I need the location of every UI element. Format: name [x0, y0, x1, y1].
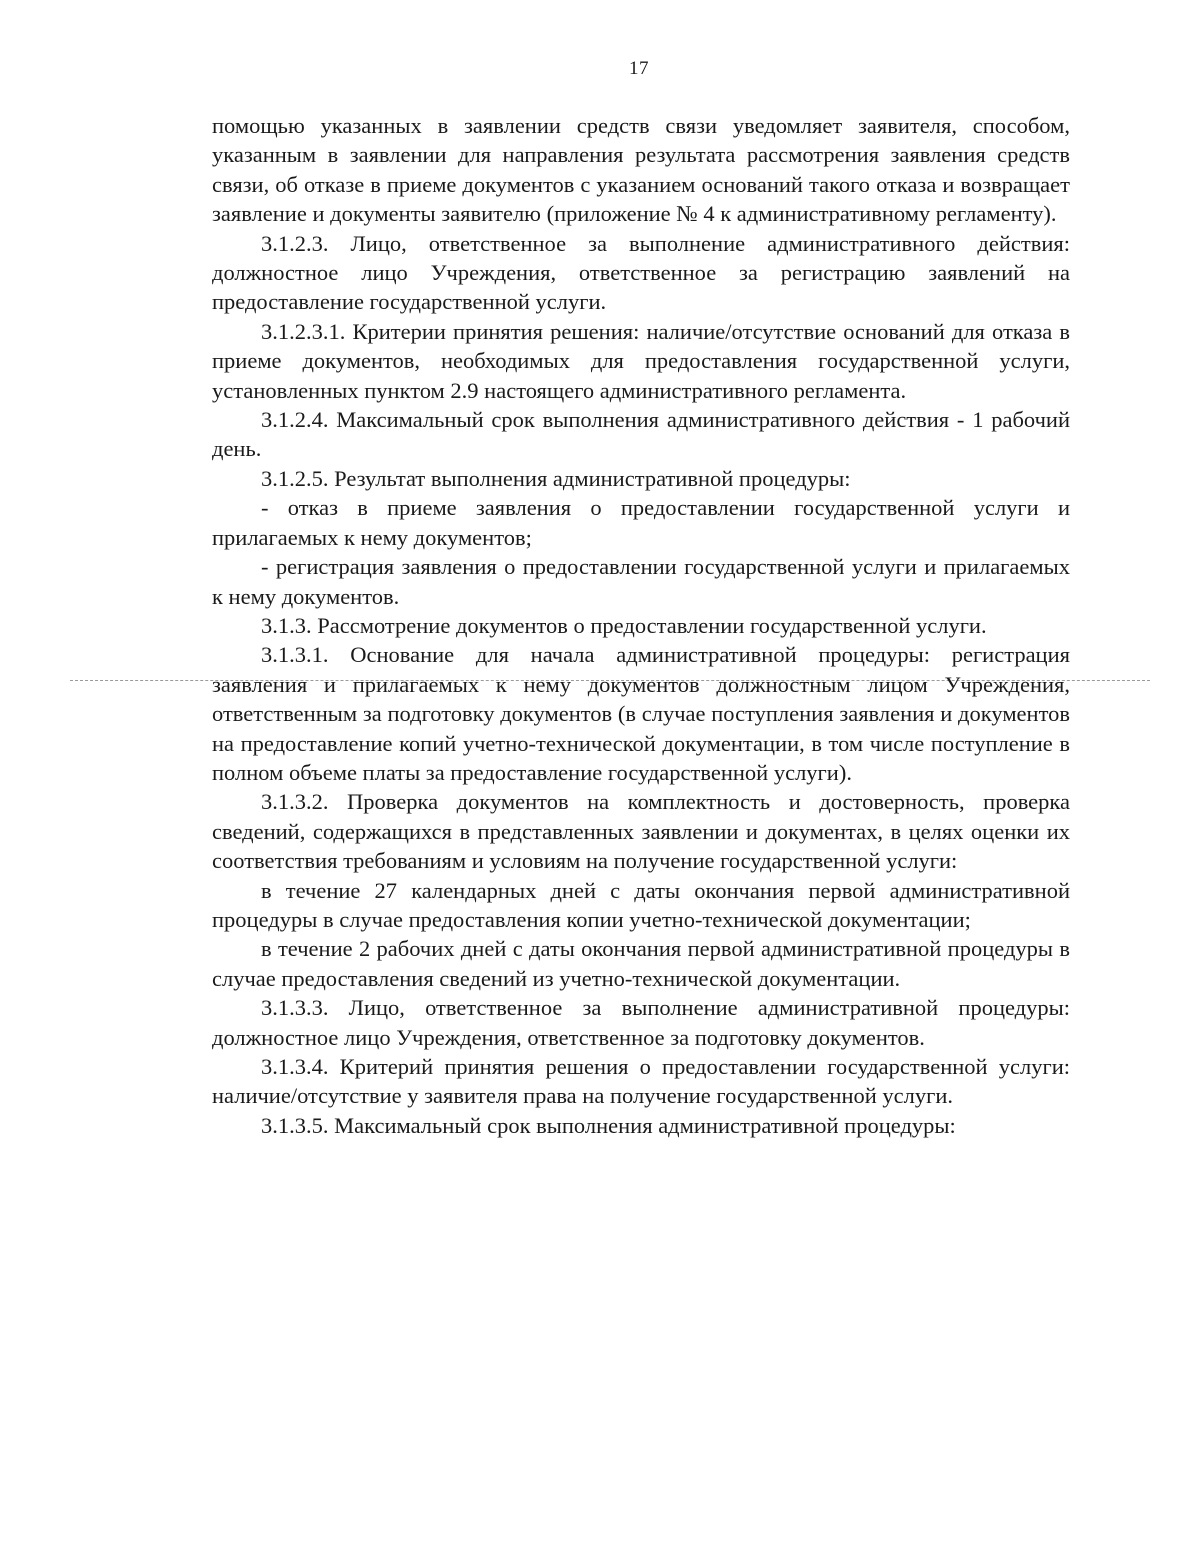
paragraph-3-1-3-1: 3.1.3.1. Основание для начала административной процедуры: регистрация заявления и прилагаемых к нему документов должностным лицом Учреждения, ответственным за подготовку документов (в случае поступления заявления и документов на предоставление копий учетно-технической документации, в том числе поступление в полном объеме платы за предоставление государственной услуги). [212, 642, 1070, 785]
paragraph-3-1-3-3: 3.1.3.3. Лицо, ответственное за выполнение административной процедуры: должностное лицо Учреждения, ответственное за подготовку документов. [212, 995, 1070, 1050]
paragraph-3-1-2-4: 3.1.2.4. Максимальный срок выполнения административного действия - 1 рабочий день. [212, 407, 1070, 462]
list-item-refusal: - отказ в приеме заявления о предоставлении государственной услуги и прилагаемых к нему документов; [212, 495, 1070, 550]
paragraph-3-1-3-2: 3.1.3.2. Проверка документов на комплектность и достоверность, проверка сведений, содержащихся в представленных заявлении и документах, в целях оценки их соответствия требованиям и условиям на получение государственной услуги: [212, 789, 1070, 874]
document-body [212, 111, 1070, 1140]
paragraph-3-1-2-5: 3.1.2.5. Результат выполнения административной процедуры: [261, 465, 851, 491]
paragraph-3-1-3-4: 3.1.3.4. Критерий принятия решения о предоставлении государственной услуги: наличие/отсутствие у заявителя права на получение государственной услуги. [212, 1054, 1070, 1109]
paragraph-3-1-2-3-1: 3.1.2.3.1. Критерии принятия решения: наличие/отсутствие оснований для отказа в приеме документов, необходимых для предоставления государственной услуги, установленных пунктом 2.9 настоящего административного регламента. [212, 318, 1070, 403]
paragraph-3-1-3-5: 3.1.3.5. Максимальный срок выполнения административной процедуры: [261, 1112, 956, 1138]
paragraph-3-1-2-3: 3.1.2.3. Лицо, ответственное за выполнение административного действия: должностное лицо Учреждения, ответственное за регистрацию заявлений на предоставление государственной услуги. [212, 230, 1070, 315]
paragraph-3-1-3: 3.1.3. Рассмотрение документов о предоставлении государственной услуги. [261, 612, 987, 638]
page-number: 17 [629, 58, 649, 79]
paragraph-continuation: помощью указанных в заявлении средств связи уведомляет заявителя, способом, указанным в заявлении для направления результата рассмотрения заявления средств связи, об отказе в приеме документов с указанием оснований такого отказа и возвращает заявление и документы заявителю (приложение № 4 к административному регламенту). [212, 113, 1070, 227]
term-2-days: в течение 2 рабочих дней с даты окончания первой административной процедуры в случае предоставления сведений из учетно-технической документации. [212, 936, 1070, 991]
term-27-days: в течение 27 календарных дней с даты окончания первой административной процедуры в случае предоставления копии учетно-технической документации; [212, 877, 1070, 932]
list-item-registration: - регистрация заявления о предоставлении государственной услуги и прилагаемых к нему документов. [212, 554, 1070, 609]
